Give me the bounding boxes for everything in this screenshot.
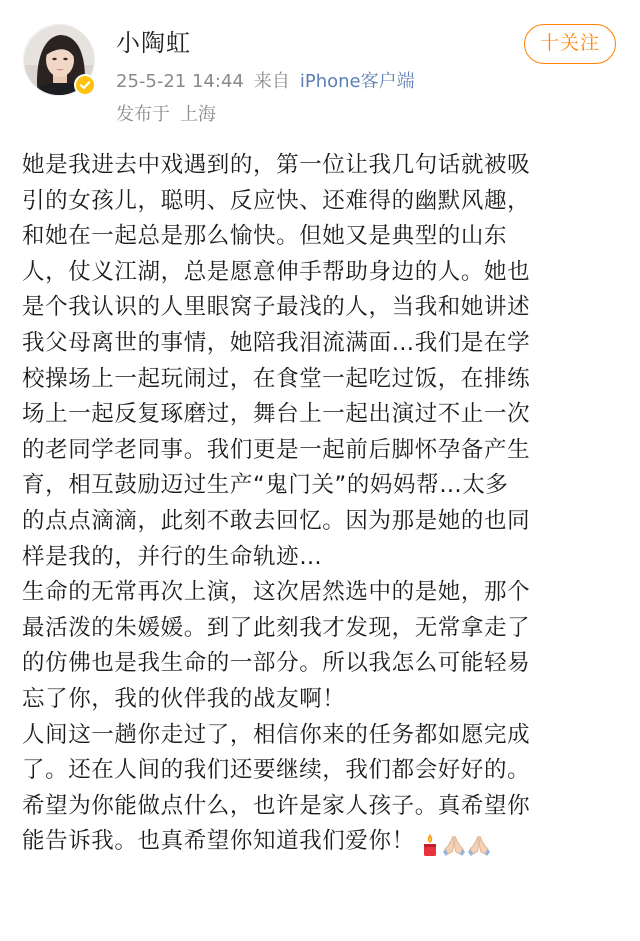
location-name[interactable]: 上海 [180,104,216,125]
post-location [116,103,226,127]
post-line: 最活泼的朱媛媛。到了此刻我才发现，无常拿走了 [22,614,531,641]
post-line: 我父母离世的事情，她陪我泪流满面…我们是在学 [22,329,531,356]
post-line: 校操场上一起玩闹过，在食堂一起吃过饭，在排练 [22,365,531,392]
post-meta [116,70,415,94]
username[interactable]: 小陶虹 [116,29,191,57]
post-line: 的仿佛也是我生命的一部分。所以我怎么可能轻易 [22,650,531,677]
source-app-link[interactable]: iPhone客户端 [299,71,415,92]
post-line: 了。还在人间的我们还要继续，我们都会好好的。 [22,757,531,784]
avatar-container[interactable] [23,24,95,96]
post-line: 的老同学老同事。我们更是一起前后脚怀孕备产生 [22,436,531,463]
post-line: 引的女孩儿，聪明、反应快、还难得的幽默风趣， [22,187,531,214]
trailing-emojis [419,827,492,860]
post-line: 人，仗义江湖，总是愿意伸手帮助身边的人。她也 [22,258,531,285]
post-line-last [22,824,618,860]
location-prefix: 发布于 [116,104,170,125]
post-text [22,148,618,860]
post-line: 忘了你，我的伙伴我的战友啊！ [22,685,346,712]
post-timestamp: 25-5-21 14:44 [116,71,244,92]
post-line: 和她在一起总是那么愉快。但她又是典型的山东 [22,223,508,250]
post-line: 育，相互鼓励迈过生产“鬼门关”的妈妈帮…太多 [22,472,509,499]
post-line: 希望为你能做点什么，也许是家人孩子。真希望你 [22,792,531,819]
praying-hands-icon [442,833,466,857]
verified-badge-icon [74,74,96,96]
post-line: 的点点滴滴，此刻不敢去回忆。因为那是她的也同 [22,507,531,534]
post-line: 能告诉我。也真希望你知道我们爱你！ [22,828,415,855]
post-line: 是个我认识的人里眼窝子最浅的人，当我和她讲述 [22,294,531,321]
post-line: 人间这一趟你走过了，相信你来的任务都如愿完成 [22,721,531,748]
post-line: 场上一起反复琢磨过，舞台上一起出演过不止一次 [22,401,531,428]
post-line: 生命的无常再次上演，这次居然选中的是她，那个 [22,579,531,606]
post-line: 样是我的，并行的生命轨迹… [22,543,323,570]
follow-button[interactable]: 十关注 [524,24,616,64]
praying-hands-icon [467,833,491,857]
candle-icon [419,833,441,857]
source-prefix: 来自 [253,71,290,92]
post-header [0,0,640,135]
post-line: 她是我进去中戏遇到的，第一位让我几句话就被吸 [22,152,531,178]
